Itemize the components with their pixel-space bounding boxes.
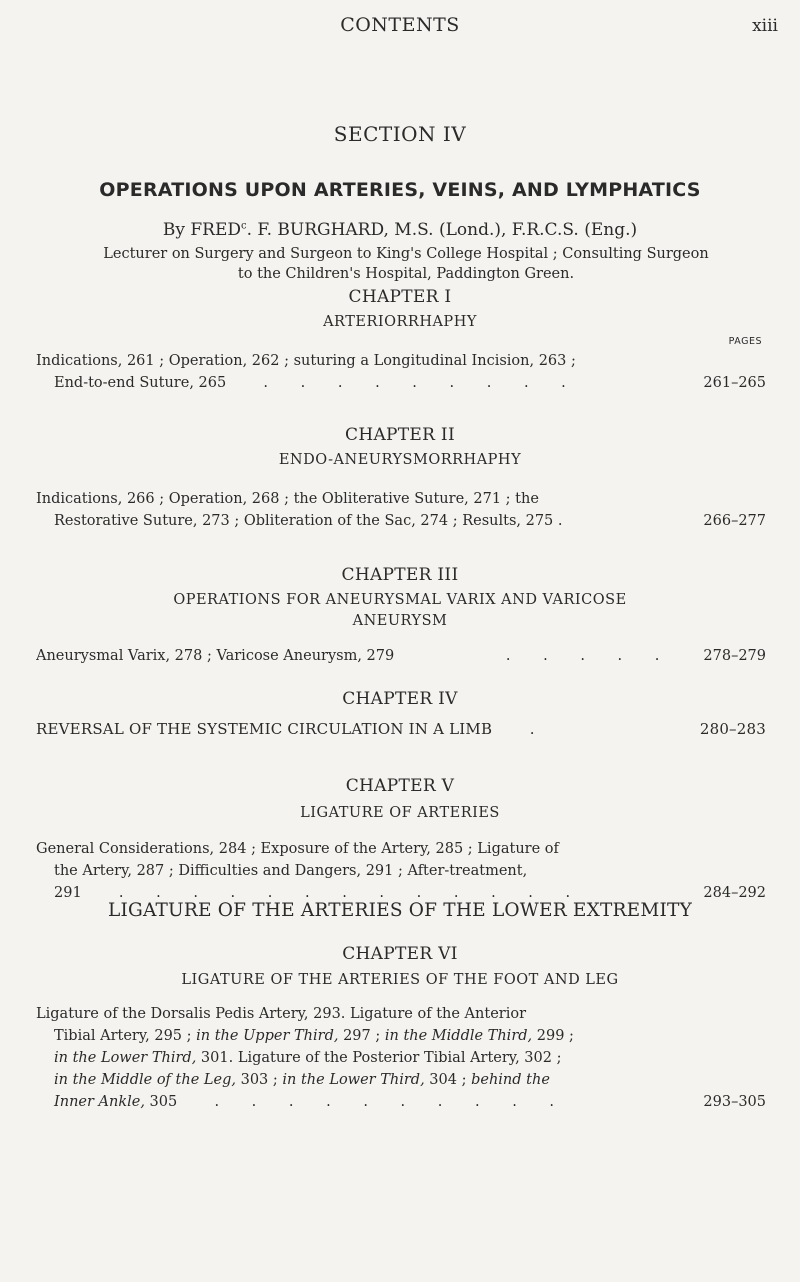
chapter-2-heading: CHAPTER II: [345, 425, 455, 445]
section-label: SECTION IV: [333, 122, 467, 146]
chapter-3-entry: Aneurysmal Varix, 278 ; Varicose Aneurysm, 279 . . . . . 278–279: [36, 645, 766, 667]
chapter-4-entry: REVERSAL OF THE SYSTEMIC CIRCULATION IN A LIMB . 280–283: [36, 720, 766, 738]
chapter-5-pages: 284–292: [703, 885, 766, 901]
chapter-2-title: ENDO-ANEURYSMORRHAPHY: [278, 452, 522, 468]
author-line: By FRED$^c$. F. BURGHARD, M.S. (Lond.), F.R.C.S. (Eng.): [162, 220, 638, 240]
chapter-4-heading: CHAPTER IV: [342, 689, 458, 709]
chapter-3-pages: 278–279: [703, 648, 766, 664]
chapter-1-heading: CHAPTER I: [348, 287, 452, 307]
page-number: xiii: [752, 16, 778, 36]
chapter-1-entry: Indications, 261 ; Operation, 262 ; suturing a Longitudinal Incision, 263 ; End-to-end Suture, 265 . . . . . . . . . 261–265: [36, 350, 766, 394]
chapter-4-pages: 280–283: [699, 720, 766, 738]
running-head: CONTENTS: [340, 14, 460, 36]
chapter-3-title-line2: ANEURYSM: [352, 613, 448, 629]
chapter-2-pages: 266–277: [703, 513, 766, 529]
chapter-6-entry: Ligature of the Dorsalis Pedis Artery, 293. Ligature of the Anterior Tibial Artery, 295 ; in the Upper Third, 297 ; in the Middle Third, 299 ; in the Lower Third, 301. Ligature of the Posterior Tibial Artery, 302 ; in the Middle of the Leg, 303 ; in the Lower Third, 304 ; behind the Inner Ankle, 305 . . . . . . . . . . 293–305: [36, 1003, 766, 1113]
chapter-3-title-line1: OPERATIONS FOR ANEURYSMAL VARIX AND VARICOSE: [173, 592, 627, 608]
chapter-3-heading: CHAPTER III: [341, 565, 459, 585]
chapter-6-pages: 293–305: [703, 1094, 766, 1110]
chapter-6-heading: CHAPTER VI: [342, 944, 458, 964]
chapter-5-entry: General Considerations, 284 ; Exposure of the Artery, 285 ; Ligature of the Artery, 287 ; Difficulties and Dangers, 291 ; After-treatment, 291 . . . . . . . . . . . . . 284–292: [36, 838, 766, 904]
chapter-5-heading: CHAPTER V: [345, 776, 455, 796]
chapter-5-title: LIGATURE OF ARTERIES: [300, 805, 500, 821]
author-affiliation: Lecturer on Surgery and Surgeon to King's College Hospital ; Consulting Surgeon to the Children's Hospital, Paddington Green.: [103, 246, 709, 282]
part-title: LIGATURE OF THE ARTERIES OF THE LOWER EXTREMITY: [108, 900, 692, 921]
section-title: OPERATIONS UPON ARTERIES, VEINS, AND LYMPHATICS: [99, 179, 701, 201]
chapter-6-title: LIGATURE OF THE ARTERIES OF THE FOOT AND LEG: [181, 972, 619, 988]
chapter-2-entry: Indications, 266 ; Operation, 268 ; the Obliterative Suture, 271 ; the Restorative Suture, 273 ; Obliteration of the Sac, 274 ; Results, 275 . 266–277: [36, 488, 766, 532]
chapter-1-pages: 261–265: [703, 375, 766, 391]
chapter-1-title: ARTERIORRHAPHY: [323, 314, 477, 330]
pages-column-label: PAGES: [728, 336, 762, 347]
